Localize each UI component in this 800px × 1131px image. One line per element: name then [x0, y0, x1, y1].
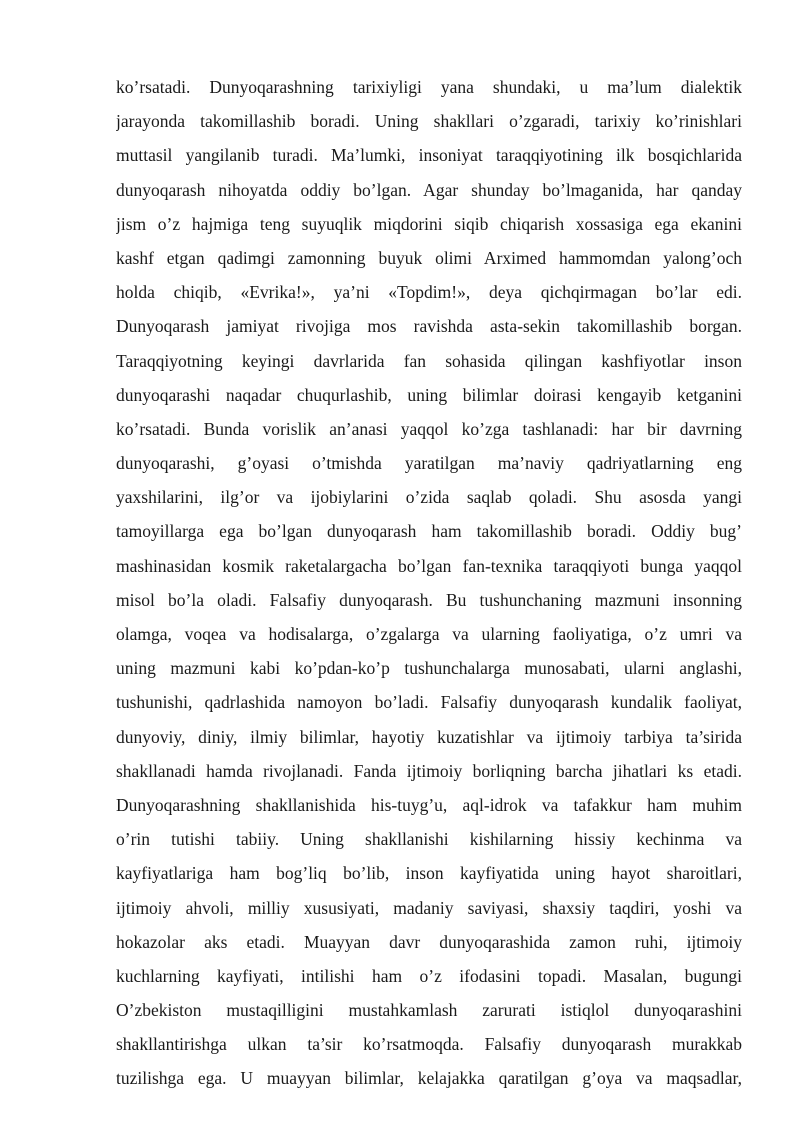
- text-line: dunyoviy, diniy, ilmiy bilimlar, hayotiy kuzatishlar va ijtimoiy tarbiya ta’sirida: [116, 726, 742, 747]
- text-line: holda chiqib, «Evrika!», ya’ni «Topdim!», deya qichqirmagan bo’lar edi.: [116, 282, 742, 303]
- text-line: kuchlarning kayfiyati, intilishi ham o’z ifodasini topadi. Masalan, bugungi: [116, 965, 742, 986]
- text-line: dunyoqarash nihoyatda oddiy bo’lgan. Agar shunday bo’lmaganida, har qanday: [116, 179, 742, 200]
- text-line: dunyoqarashi, g’oyasi o’tmishda yaratilgan ma’naviy qadriyatlarning eng: [116, 453, 742, 474]
- text-line: ko’rsatadi. Bunda vorislik an’anasi yaqqol ko’zga tashlanadi: har bir davrning: [116, 418, 742, 439]
- text-line: muttasil yangilanib turadi. Ma’lumki, insoniyat taraqqiyotining ilk bosqichlarida: [116, 145, 742, 166]
- document-page: [116, 70, 742, 1096]
- body-text: [116, 70, 742, 1096]
- text-line: hokazolar aks etadi. Muayyan davr dunyoqarashida zamon ruhi, ijtimoiy: [116, 931, 742, 952]
- text-line: ko’rsatadi. Dunyoqarashning tarixiyligi yana shundaki, u ma’lum dialektik: [116, 77, 742, 97]
- text-line: jism o’z hajmiga teng suyuqlik miqdorini siqib chiqarish xossasiga ega ekanini: [116, 213, 742, 234]
- text-line: Taraqqiyotning keyingi davrlarida fan sohasida qilingan kashfiyotlar inson: [116, 350, 742, 371]
- text-line: shakllanadi hamda rivojlanadi. Fanda ijtimoiy borliqning barcha jihatlari ks etadi.: [116, 760, 742, 781]
- text-line: dunyoqarashi naqadar chuqurlashib, uning bilimlar doirasi kengayib ketganini: [116, 384, 742, 405]
- text-line: tushunishi, qadrlashida namoyon bo’ladi. Falsafiy dunyoqarash kundalik faoliyat,: [116, 692, 742, 713]
- text-line: jarayonda takomillashib boradi. Uning shakllari o’zgaradi, tarixiy ko’rinishlari: [116, 111, 742, 132]
- text-line: kashf etgan qadimgi zamonning buyuk olimi Arximed hammomdan yalong’och: [116, 247, 742, 268]
- text-line: Dunyoqarash jamiyat rivojiga mos ravishda asta-sekin takomillashib borgan.: [116, 316, 742, 337]
- text-line: kayfiyatlariga ham bog’liq bo’lib, inson kayfiyatida uning hayot sharoitlari,: [116, 863, 742, 884]
- text-line: ijtimoiy ahvoli, milliy xususiyati, madaniy saviyasi, shaxsiy taqdiri, yoshi va: [116, 897, 742, 918]
- text-line: shakllantirishga ulkan ta’sir ko’rsatmoqda. Falsafiy dunyoqarash murakkab: [116, 1034, 742, 1055]
- text-line: Dunyoqarashning shakllanishida his-tuyg’u, aql-idrok va tafakkur ham muhim: [116, 794, 742, 815]
- text-line: uning mazmuni kabi ko’pdan-ko’p tushunchalarga munosabati, ularni anglashi,: [116, 658, 742, 679]
- text-line: tuzilishga ega. U muayyan bilimlar, kelajakka qaratilgan g’oya va maqsadlar,: [116, 1068, 742, 1089]
- text-line: o’rin tutishi tabiiy. Uning shakllanishi kishilarning hissiy kechinma va: [116, 829, 742, 850]
- text-line: tamoyillarga ega bo’lgan dunyoqarash ham takomillashib boradi. Oddiy bug’: [116, 521, 742, 542]
- text-line: yaxshilarini, ilg’or va ijobiylarini o’zida saqlab qoladi. Shu asosda yangi: [116, 487, 742, 508]
- text-line: misol bo’la oladi. Falsafiy dunyoqarash. Bu tushunchaning mazmuni insonning: [116, 589, 742, 610]
- text-line: O’zbekiston mustaqilligini mustahkamlash zarurati istiqlol dunyoqarashini: [116, 1000, 742, 1021]
- text-line: mashinasidan kosmik raketalargacha bo’lgan fan-texnika taraqqiyoti bunga yaqqol: [116, 555, 742, 576]
- text-line: olamga, voqea va hodisalarga, o’zgalarga va ularning faoliyatiga, o’z umri va: [116, 624, 742, 644]
